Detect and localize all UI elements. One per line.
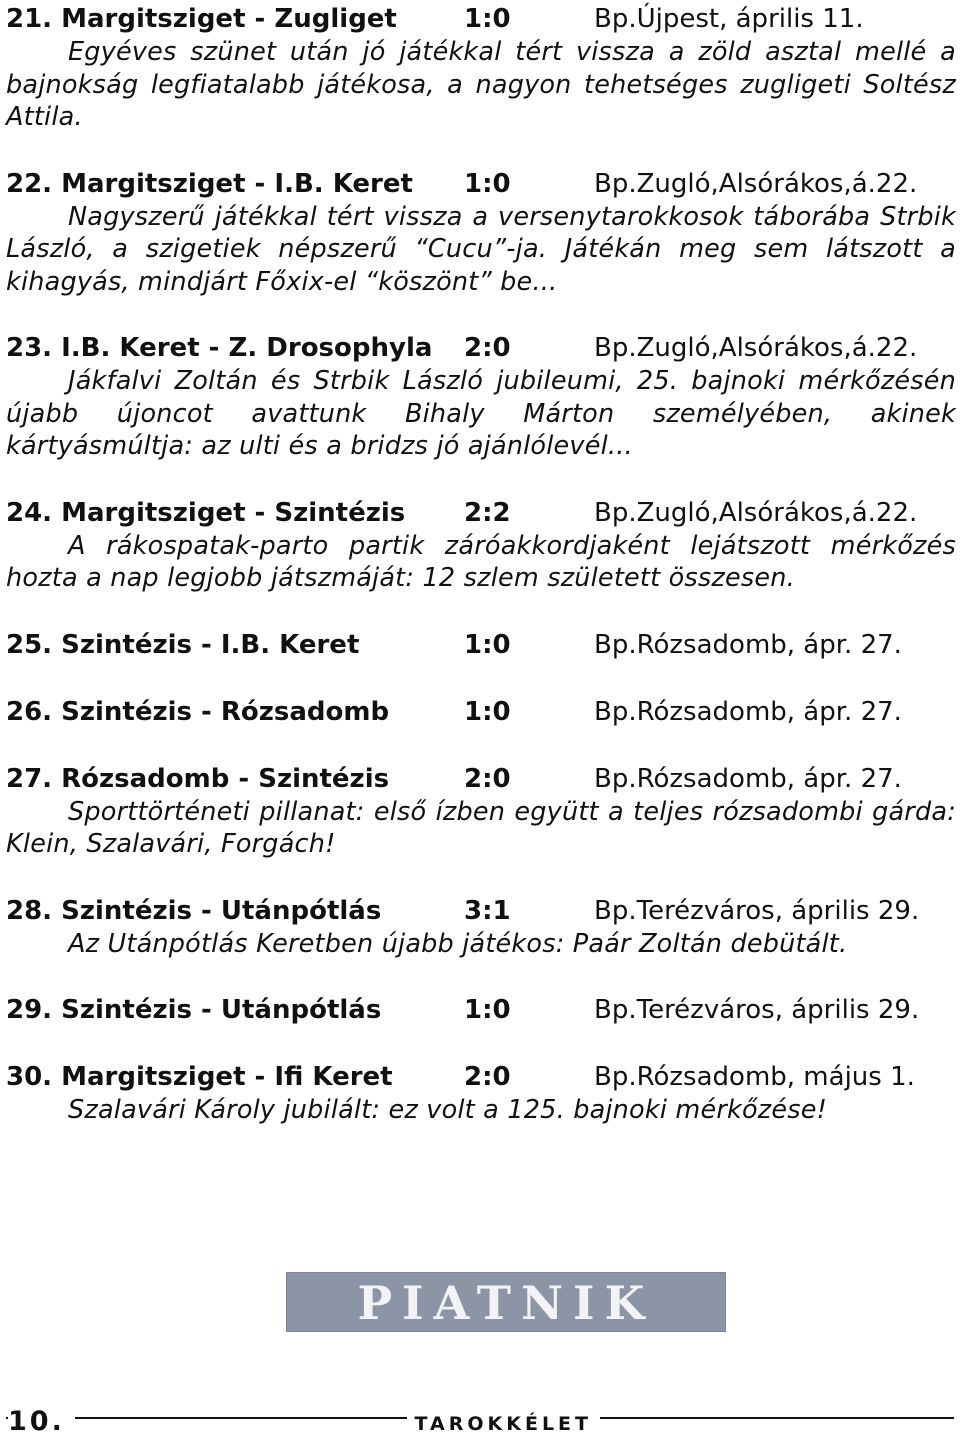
match-comment: Sporttörténeti pillanat: első ízben együtt a teljes rózsadombi gárda: Klein, Szalavári, Forgách! bbox=[6, 796, 956, 859]
match-entry bbox=[6, 762, 956, 861]
match-header bbox=[6, 496, 956, 530]
match-entry bbox=[6, 894, 956, 961]
match-score: 2:0 bbox=[464, 763, 511, 794]
match-header bbox=[6, 1060, 956, 1094]
match-header bbox=[6, 695, 956, 729]
match-entry bbox=[6, 695, 956, 729]
match-score: 1:0 bbox=[464, 629, 511, 660]
match-score: 1:0 bbox=[464, 696, 511, 727]
match-score: 2:0 bbox=[464, 333, 511, 363]
match-number-and-teams: 26. Szintézis - Rózsadomb bbox=[6, 696, 390, 727]
match-place-date: Bp.Zugló,Alsórákos,á.22. bbox=[594, 333, 918, 363]
match-comment: Jákfalvi Zoltán és Strbik László jubileumi, 25. bajnoki mérkőzésén újabb újoncot avattunk Bihaly Márton személyében, akinek kártyásmúltja: az ulti és a bridzs jó ajánlólevél... bbox=[6, 366, 956, 461]
piatnik-logo bbox=[286, 1272, 726, 1332]
match-place-date: Bp.Zugló,Alsórákos,á.22. bbox=[594, 497, 918, 528]
match-score: 1:0 bbox=[464, 4, 511, 34]
match-entry bbox=[6, 496, 956, 595]
match-score: 1:0 bbox=[464, 168, 511, 199]
match-comment: Egyéves szünet után jó játékkal tért vissza a zöld asztal mellé a bajnokság legfiatalabb játékosa, a nagyon tehetséges zugligeti Soltész Attila. bbox=[6, 37, 956, 132]
match-number-and-teams: 27. Rózsadomb - Szintézis bbox=[6, 763, 390, 794]
match-number-and-teams: 21. Margitsziget - Zugliget bbox=[6, 4, 397, 34]
match-comment: Az Utánpótlás Keretben újabb játékos: Paár Zoltán debütált. bbox=[68, 928, 848, 959]
match-header bbox=[6, 894, 956, 928]
match-results-list bbox=[6, 2, 956, 1160]
match-header bbox=[6, 167, 956, 201]
match-score: 1:0 bbox=[464, 995, 511, 1025]
match-number-and-teams: 22. Margitsziget - I.B. Keret bbox=[6, 168, 413, 199]
match-header bbox=[6, 331, 956, 365]
match-header bbox=[6, 628, 956, 662]
match-place-date: Bp.Terézváros, április 29. bbox=[594, 895, 920, 926]
match-number-and-teams: 28. Szintézis - Utánpótlás bbox=[6, 895, 382, 926]
match-place-date: Bp.Rózsadomb, május 1. bbox=[594, 1062, 915, 1092]
match-place-date: Bp.Zugló,Alsórákos,á.22. bbox=[594, 168, 918, 199]
match-place-date: Bp.Rózsadomb, ápr. 27. bbox=[594, 763, 902, 794]
match-number-and-teams: 29. Szintézis - Utánpótlás bbox=[6, 995, 382, 1025]
match-header bbox=[6, 993, 956, 1027]
match-entry bbox=[6, 2, 956, 134]
match-header bbox=[6, 2, 956, 36]
match-entry bbox=[6, 993, 956, 1027]
match-place-date: Bp.Terézváros, április 29. bbox=[594, 995, 920, 1025]
match-comment: A rákospatak-parto partik záróakkordjaként lejátszott mérkőzés hozta a nap legjobb játszmáját: 12 szlem született összesen. bbox=[6, 530, 956, 593]
piatnik-logo-text: PIATNIK bbox=[357, 1276, 655, 1330]
match-entry bbox=[6, 1060, 956, 1127]
match-number-and-teams: 23. I.B. Keret - Z. Drosophyla bbox=[6, 333, 433, 363]
match-score: 2:0 bbox=[464, 1062, 511, 1092]
match-number-and-teams: 24. Margitsziget - Szintézis bbox=[6, 497, 406, 528]
match-score: 2:2 bbox=[464, 497, 511, 528]
match-number-and-teams: 30. Margitsziget - Ifi Keret bbox=[6, 1062, 393, 1092]
match-comment: Nagyszerű játékkal tért vissza a versenytarokkosok táborába Strbik László, a szigetiek népszerű “Cucu”-ja. Játékán meg sem látszott a kihagyás, mindjárt Főxix-el “köszönt” be... bbox=[6, 201, 956, 297]
magazine-title: TAROKKÉLET bbox=[407, 1411, 600, 1437]
page-number: 10. bbox=[8, 1405, 75, 1439]
match-entry bbox=[6, 331, 956, 463]
match-place-date: Bp.Újpest, április 11. bbox=[594, 4, 864, 34]
match-entry bbox=[6, 628, 956, 662]
match-header bbox=[6, 762, 956, 796]
match-comment: Szalavári Károly jubilált: ez volt a 125. bajnoki mérkőzése! bbox=[68, 1095, 828, 1125]
match-number-and-teams: 25. Szintézis - I.B. Keret bbox=[6, 629, 360, 660]
match-place-date: Bp.Rózsadomb, ápr. 27. bbox=[594, 629, 902, 660]
match-score: 3:1 bbox=[464, 895, 511, 926]
match-place-date: Bp.Rózsadomb, ápr. 27. bbox=[594, 696, 902, 727]
match-entry bbox=[6, 167, 956, 299]
